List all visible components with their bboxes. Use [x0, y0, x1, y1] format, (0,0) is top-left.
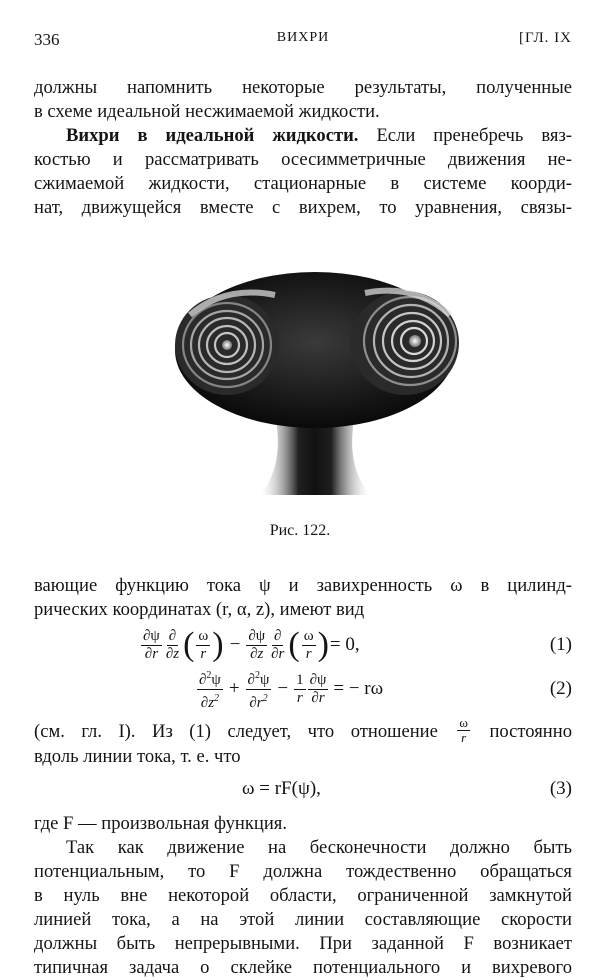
equation-3-number: (3) — [549, 778, 572, 799]
equation-2-body: $\frac{\partial^2\psi}{\partial z^2}$ + $\frac{\partial^2\psi}{\partial r^2}$ − $\frac{1}{r}$ $\frac{\partial\psi}{\partial r}$ = − rω — [196, 666, 383, 712]
equation-1-body: $\frac{\partial\psi}{\partial r}$ $\frac{\partial}{\partial z}$ ( $\frac{\omega}{r}$ ) − $\frac{\partial\psi}{\partial z}$ $\frac{\partial}{\partial r}$ ( $\frac{\omega}{r}$ ) = 0, — [143, 626, 360, 663]
para-1-line-1: должны напомнить некоторые результаты, полученные — [34, 77, 572, 98]
para-5: где F — произвольная функция. — [34, 813, 287, 834]
equation-2 — [34, 666, 572, 712]
para-1-line-2: в схеме идеальной несжимаемой жидкости. — [34, 101, 380, 122]
para-6-line-4: линией тока, а на этой линии составляющие скорости — [34, 909, 572, 930]
para-6-line-1: Так как движение на бесконечности должно быть — [66, 837, 572, 858]
para-6-line-2: потенциальным, то F должна тождественно обращаться — [34, 861, 572, 882]
equation-2-rhs: = − rω — [333, 678, 384, 699]
equation-3-body: ω = rF(ψ), — [242, 778, 321, 799]
para-4-line-1 — [34, 715, 572, 747]
para-2-line-4: нат, движущейся вместе с вихрем, то уравнения, связы- — [34, 197, 572, 218]
inline-fraction-num: ω — [459, 715, 468, 730]
para-3-line-1: вающие функцию тока ψ и завихренность ω в цилинд- — [34, 575, 572, 596]
chapter-label: [ГЛ. IX — [518, 30, 572, 46]
running-title: ВИХРИ — [276, 30, 330, 45]
para-4-line-1-end: постоянно — [489, 720, 572, 742]
para-2-line-2: костью и рассматривать осесимметричные движения не- — [34, 149, 572, 170]
figure-caption: Рис. 122. — [269, 522, 331, 539]
equation-2-number: (2) — [549, 678, 572, 699]
para-3-line-2: рических координатах (r, α, z), имеют вид — [34, 599, 365, 620]
inline-fraction — [457, 716, 470, 745]
equation-3 — [34, 766, 572, 812]
equation-1-number: (1) — [549, 634, 572, 655]
para-2-line-3: сжимаемой жидкости, стационарные в системе коорди- — [34, 173, 572, 194]
equation-1 — [34, 622, 572, 668]
para-4-line-1-start: (см. гл. I). Из (1) следует, что отношение — [34, 720, 438, 742]
inline-fraction-den: r — [461, 730, 467, 745]
para-2-line-1-rest: Если пренебречь вяз- — [358, 125, 572, 146]
page-header — [34, 30, 572, 54]
para-2-line-1 — [34, 124, 572, 148]
vortex-ring-photo — [165, 265, 465, 495]
para-6-line-6: типичная задача о склейке потенциального и вихревого — [34, 957, 572, 978]
page-number: 336 — [34, 30, 60, 49]
equation-1-rhs: = 0, — [329, 634, 360, 655]
section-lead: Вихри в идеальной жидкости. — [66, 125, 359, 146]
para-4-line-2: вдоль линии тока, т. е. что — [34, 746, 241, 767]
para-6-line-5: должны быть непрерывными. При заданной F возникает — [34, 933, 572, 954]
para-6-line-3: в нуль вне некоторой области, ограниченной замкнутой — [34, 885, 572, 906]
